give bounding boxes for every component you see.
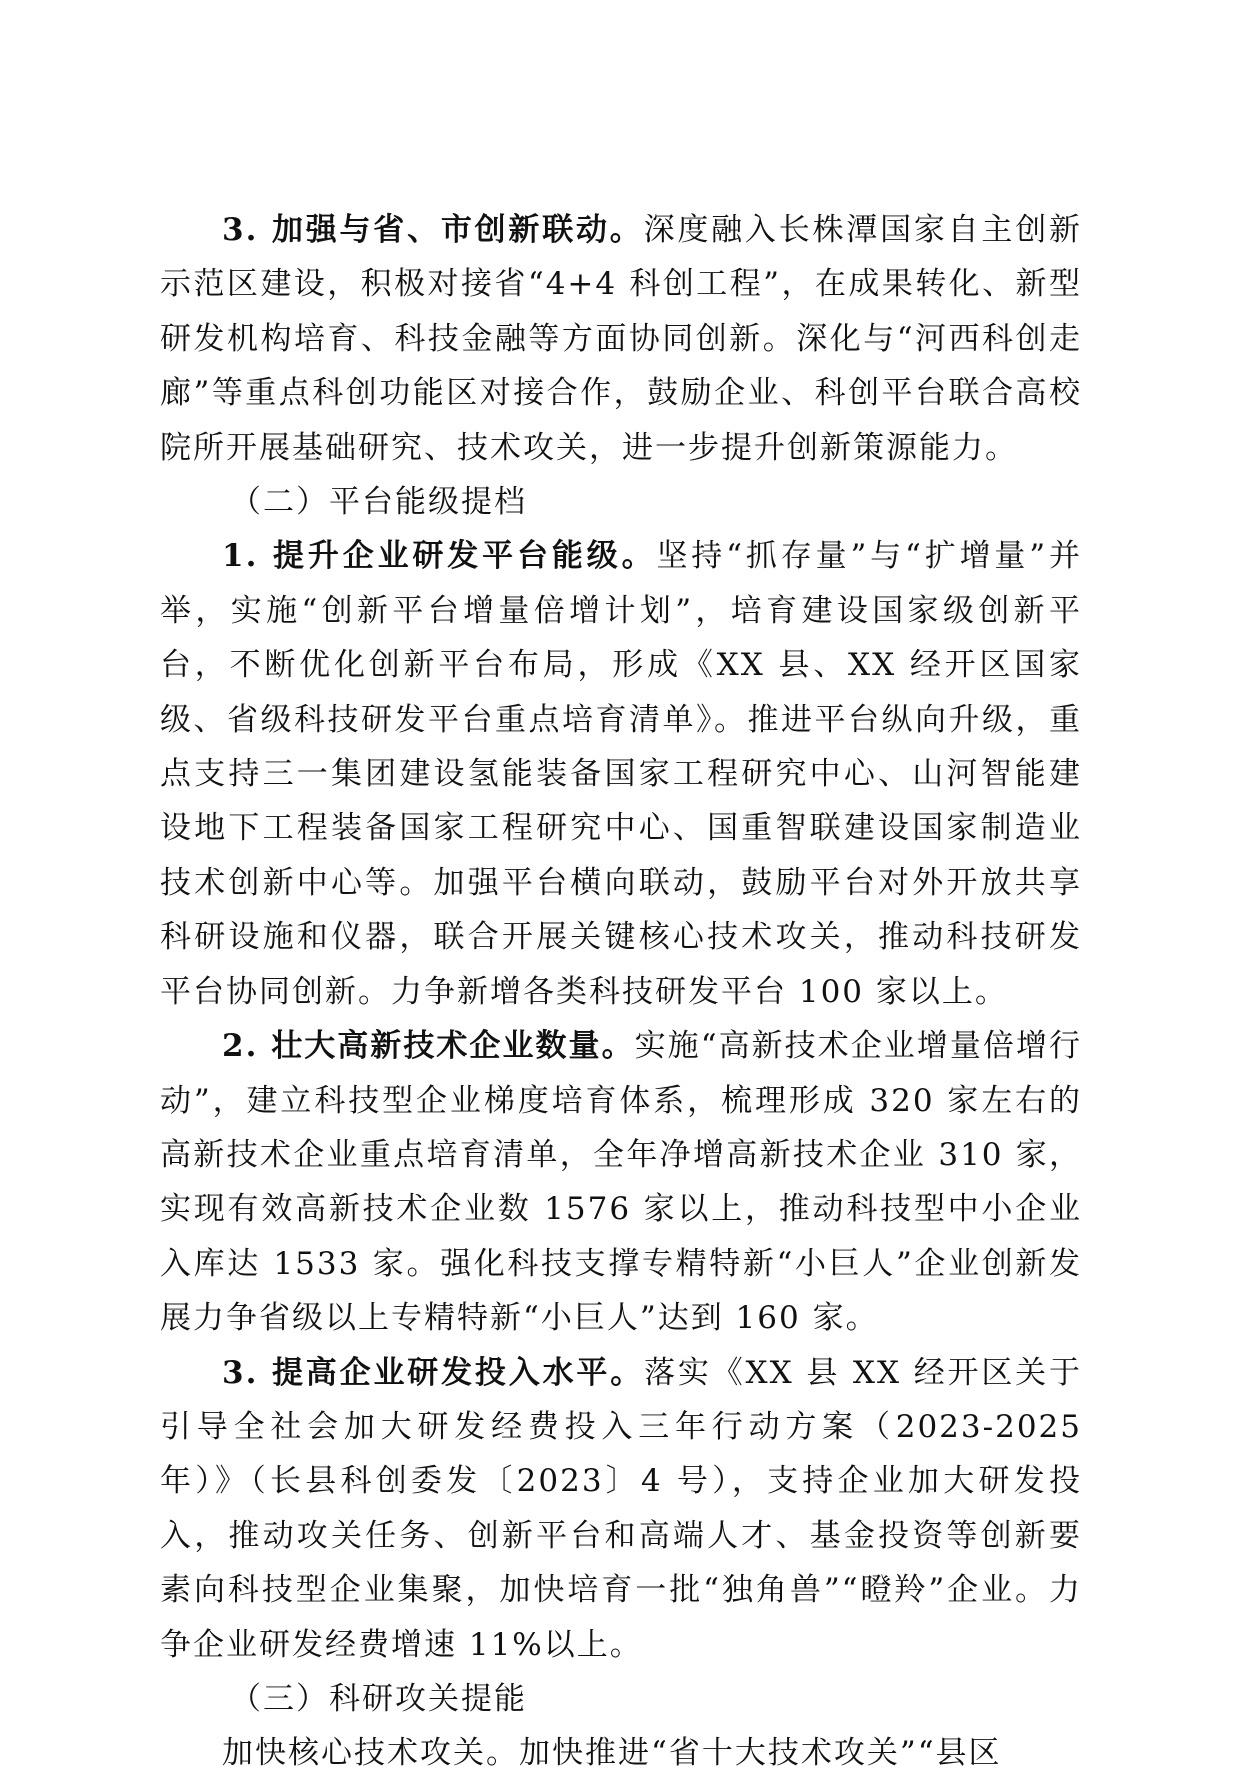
paragraph-text: 加快核心技术攻关。加快推进“省十大技术攻关”“县区 (222, 1735, 1002, 1772)
paragraph-text: 实施“高新技术企业增量倍增行动”，建立科技型企业梯度培育体系，梳理形成 320 家左右的高新技术企业重点培育清单，全年净增高新技术企业 310 家，实现有效高新技术企业数 1576 家以上，推动科技型中小企业入库达 1533 家。强化科技支撑专精特新“小巨人”企业创新发展力争省级以上专精特新“小巨人”达到 160 家。 (160, 1028, 1082, 1337)
document-body (160, 203, 1082, 1781)
paragraph-text: 落实《XX 县 XX 经开区关于引导全社会加大研发经费投入三年行动方案（2023-2025 年）》（长县科创委发〔2023〕4 号），支持企业加大研发投入，推动攻关任务、创新平台和高端人才、基金投资等创新要素向科技型企业集聚，加快培育一批“独角兽”“瞪羚”企业。力争企业研发经费增速 11%以上。 (160, 1354, 1083, 1663)
paragraph-text: 坚持“抓存量”与“扩增量”并举，实施“创新平台增量倍增计划”，培育建设国家级创新平台，不断优化创新平台布局，形成《XX 县、XX 经开区国家级、省级科技研发平台重点培育清单》。推进平台纵向升级，重点支持三一集团建设氢能装备国家工程研究中心、山河智能建设地下工程装备国家工程研究中心、国重智联建设国家制造业技术创新中心等。加强平台横向联动，鼓励平台对外开放共享科研设施和仪器，联合开展关键核心技术攻关，推动科技研发平台协同创新。力争新增各类科技研发平台 100 家以上。 (160, 538, 1082, 1010)
paragraph-text: 深度融入长株潭国家自主创新示范区建设，积极对接省“4+4 科创工程”，在成果转化、新型研发机构培育、科技金融等方面协同创新。深化与“河西科创走廊”等重点科创功能区对接合作，鼓励企业、科创平台联合高校院所开展基础研究、技术攻关，进一步提升创新策源能力。 (160, 212, 1082, 466)
section-heading-research: （三）科研攻关提能 (230, 1680, 527, 1717)
paragraph-lead: 2. 壮大高新技术企业数量。 (222, 1028, 635, 1065)
paragraph-section1-item3 (160, 203, 1082, 475)
paragraph-lead: 1. 提升企业研发平台能级。 (222, 538, 657, 575)
paragraph-lead: 3. 提高企业研发投入水平。 (222, 1354, 645, 1391)
paragraph-section2-item2 (160, 1019, 1082, 1345)
paragraph-lead: 3. 加强与省、市创新联动。 (222, 212, 644, 248)
paragraph-section2-item3 (160, 1346, 1082, 1672)
section-heading-platform: （二）平台能级提档 (230, 484, 527, 521)
paragraph-section2-item1 (160, 529, 1082, 1019)
